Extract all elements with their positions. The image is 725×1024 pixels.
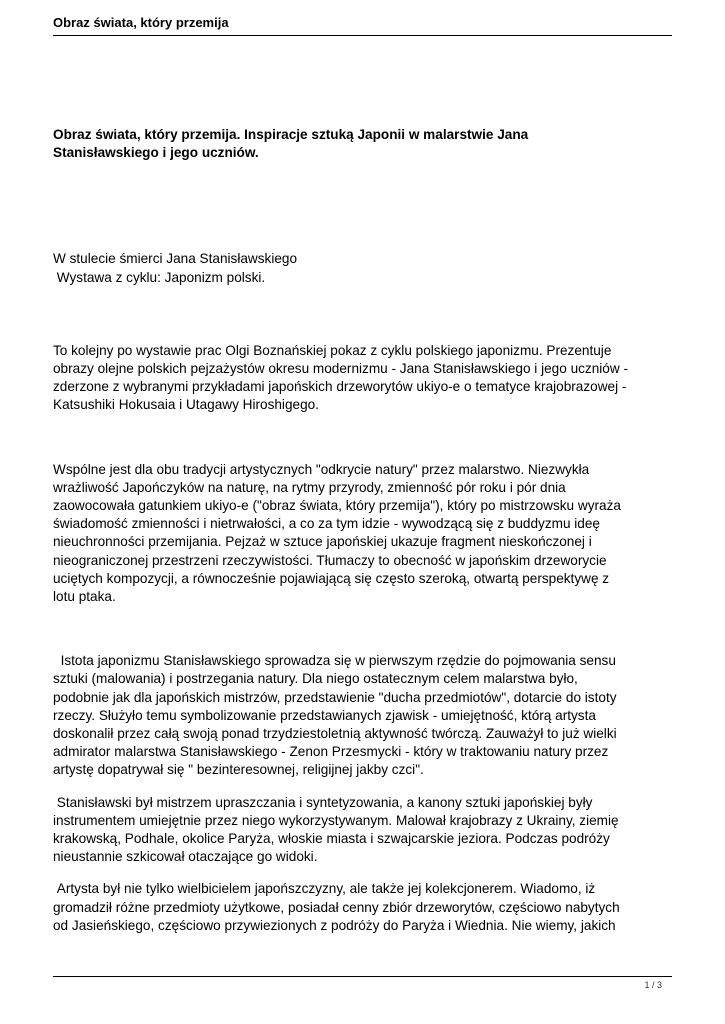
article-title: Obraz świata, który przemija. Inspiracje sztuką Japonii w malarstwie Jana Stanisławskiego i jego uczniów.: [53, 127, 529, 161]
article-paragraph: To kolejny po wystawie prac Olgi Boznańskiej pokaz z cyklu polskiego japonizmu. Prezentuje obrazy olejne polskich pejzażystów okresu modernizmu - Jana Stanisławskiego i jego uczniów - zderzone z wybranymi przykładami japońskich drzeworytów ukiyo-e o tematyce krajobrazowej - Katsushiki Hokusaia i Utagawy Hiroshigego.: [53, 342, 628, 413]
article-paragraph: Wspólne jest dla obu tradycji artystycznych "odkrycie natury" przez malarstwo. Niezwykła wrażliwość Japończyków na naturę, na rytmy przyrody, zmienność pór roku i pór dnia zaowocowała gatunkiem ukiyo-e ("obraz świata, który przemija"), który po mistrzowsku wyraża świadomość zmienności i nietrwałości, a co za tym idzie - wywodzącą się z buddyzmu ideę nieuchronności przemijania. Pejzaż w sztuce japońskiej ukazuje fragment nieskończonej i nieograniczonej przestrzeni rzeczywistości. Tłumaczy to obecność w japońskim drzeworycie uciętych kompozycji, a równocześnie pojawiającą się często szeroką, otwartą perspektywę z lotu ptaka.: [53, 461, 621, 605]
article-subtitle: W stulecie śmierci Jana Stanisławskiego Wystawa z cyklu: Japonizm polski.: [53, 251, 298, 285]
article-paragraph: Istota japonizmu Stanisławskiego sprowadza się w pierwszym rzędzie do pojmowania sensu sztuki (malowania) i postrzegania natury. Dla niego ostatecznym celem malarstwa było, podobnie jak dla japońskich mistrzów, przedstawienie "ducha przedmiotów", dotarcie do istoty rzeczy. Służyło temu symbolizowanie przedstawianych zjawisk - umiejętność, którą artysta doskonalił przez całą swoją ponad trzydziestoletnią aktywność twórczą. Zauważył to już wielki admirator malarstwa Stanisławskiego - Zenon Przesmycki - który w traktowaniu natury przez artystę dopatrywał się " bezinteresownej, religijnej jakby czci".: [53, 653, 617, 778]
document-header-title: Obraz świata, który przemija: [53, 15, 229, 30]
page-number: 1 / 3: [644, 980, 662, 990]
article-body: [53, 126, 701, 935]
footer-divider: [53, 976, 672, 977]
article-paragraph: Stanisławski był mistrzem upraszczania i syntetyzowania, a kanony sztuki japońskiej były instrumentem umiejętnie przez niego wykorzystywanym. Malował krajobrazy z Ukrainy, ziemię krakowską, Podhale, okolice Paryża, włoskie miasta i szwajcarskie jeziora. Podczas podróży nieustannie szkicował otaczające go widoki.: [53, 794, 619, 865]
header-divider: [53, 35, 672, 36]
article-paragraph: Artysta był nie tylko wielbicielem japońszczyzny, ale także jej kolekcjonerem. Wiadomo, iż gromadził różne przedmioty użytkowe, posiadał cenny zbiór drzeworytów, częściowo nabytych od Jasieńskiego, częściowo przywiezionych z podróży do Paryża i Wiednia. Nie wiemy, jakich: [53, 881, 620, 933]
